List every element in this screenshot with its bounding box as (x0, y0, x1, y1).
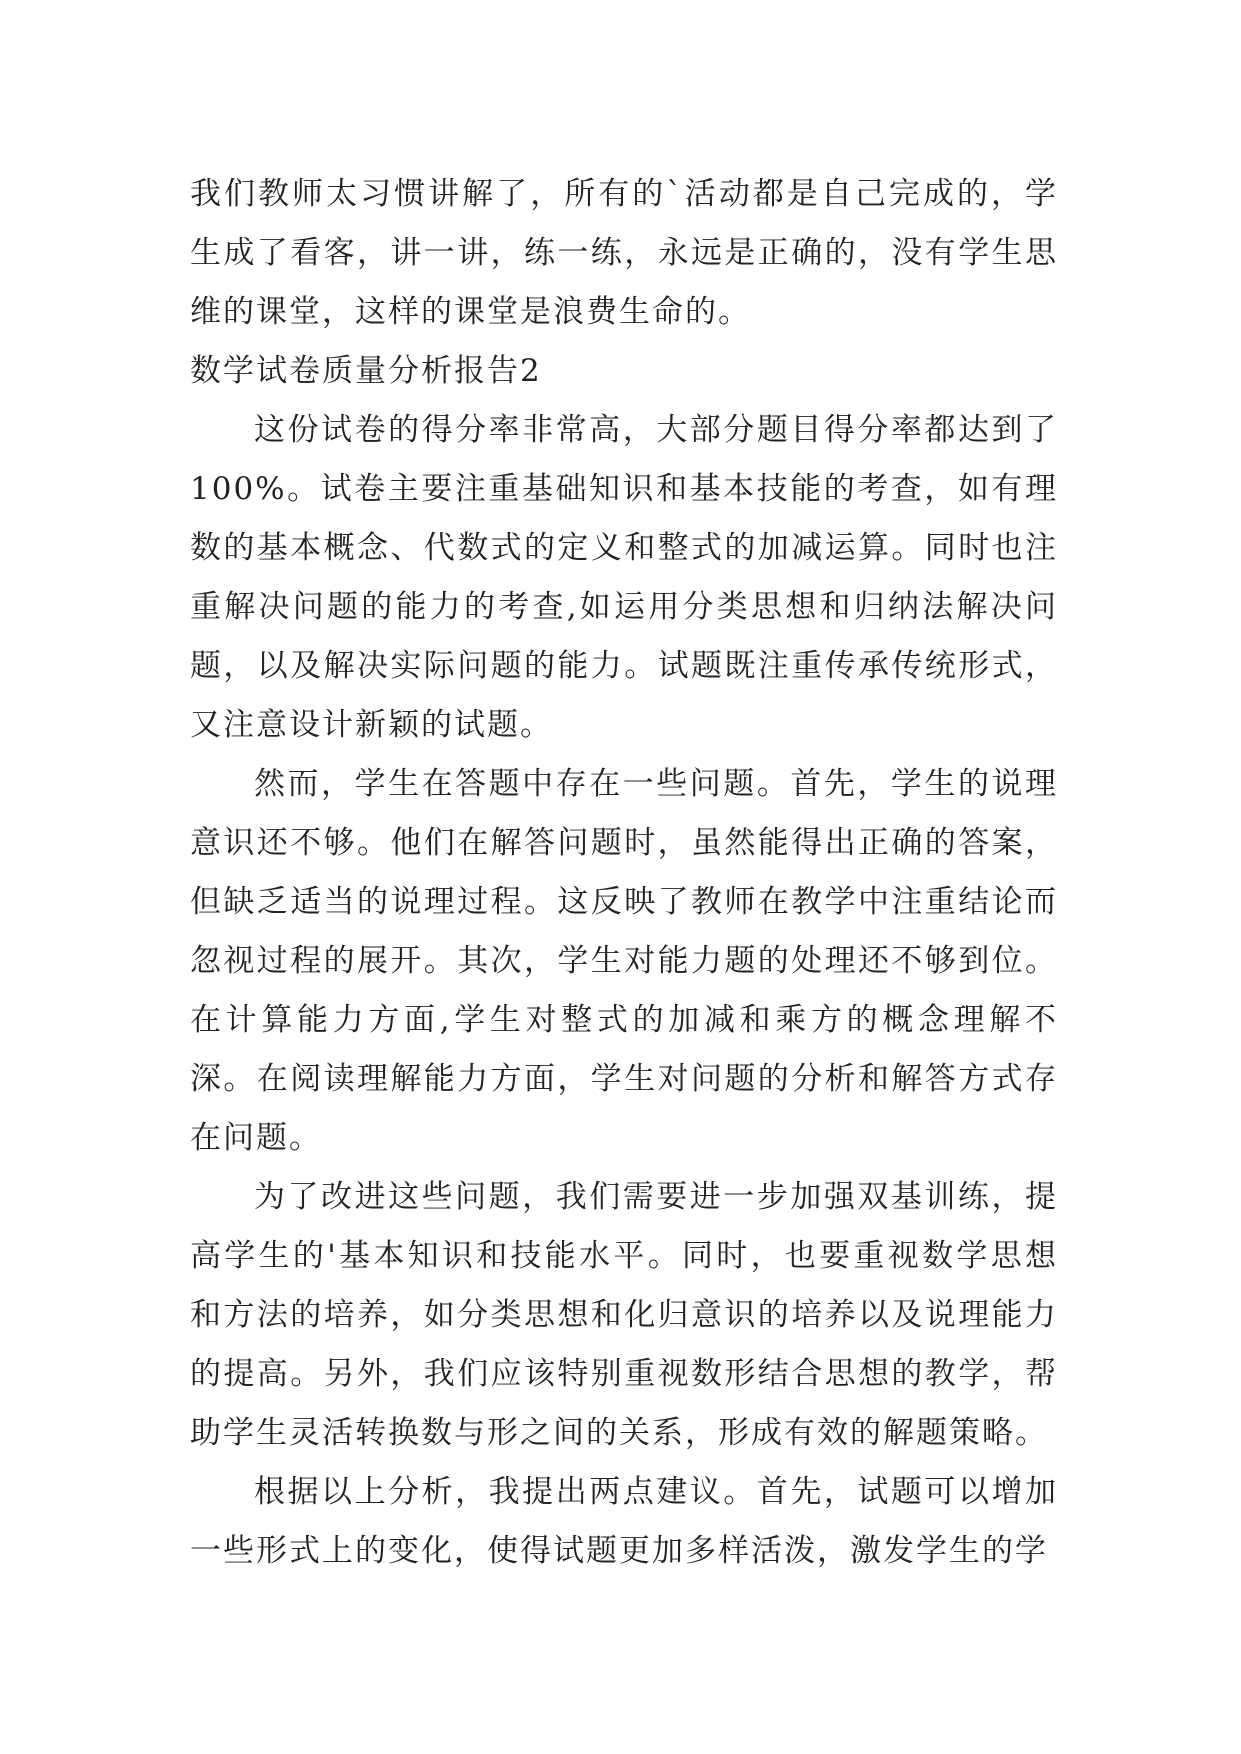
paragraph-4: 根据以上分析，我提出两点建议。首先，试题可以增加一些形式上的变化，使得试题更加多样活泼，激发学生的学 (190, 1474, 1058, 1569)
section-title: 数学试卷质量分析报告2 (190, 353, 542, 389)
intro-paragraph: 我们教师太习惯讲解了，所有的`活动都是自己完成的，学生成了看客，讲一讲，练一练，永远是正确的，没有学生思维的课堂，这样的课堂是浪费生命的。 (190, 176, 1058, 330)
paragraph-1: 这份试卷的得分率非常高，大部分题目得分率都达到了100%。试卷主要注重基础知识和基本技能的考查，如有理数的基本概念、代数式的定义和整式的加减运算。同时也注重解决问题的能力的考查,如运用分类思想和归纳法解决问题，以及解决实际问题的能力。试题既注重传承传统形式，又注意设计新颖的试题。 (190, 412, 1058, 743)
paragraph-2: 然而，学生在答题中存在一些问题。首先，学生的说理意识还不够。他们在解答问题时，虽然能得出正确的答案，但缺乏适当的说理过程。这反映了教师在教学中注重结论而忽视过程的展开。其次，学生对能力题的处理还不够到位。在计算能力方面,学生对整式的加减和乘方的概念理解不深。在阅读理解能力方面，学生对问题的分析和解答方式存在问题。 (190, 766, 1058, 1156)
document-body (190, 165, 1058, 1581)
paragraph-3: 为了改进这些问题，我们需要进一步加强双基训练，提高学生的'基本知识和技能水平。同时，也要重视数学思想和方法的培养，如分类思想和化归意识的培养以及说理能力的提高。另外，我们应该特别重视数形结合思想的教学，帮助学生灵活转换数与形之间的关系，形成有效的解题策略。 (190, 1179, 1058, 1451)
